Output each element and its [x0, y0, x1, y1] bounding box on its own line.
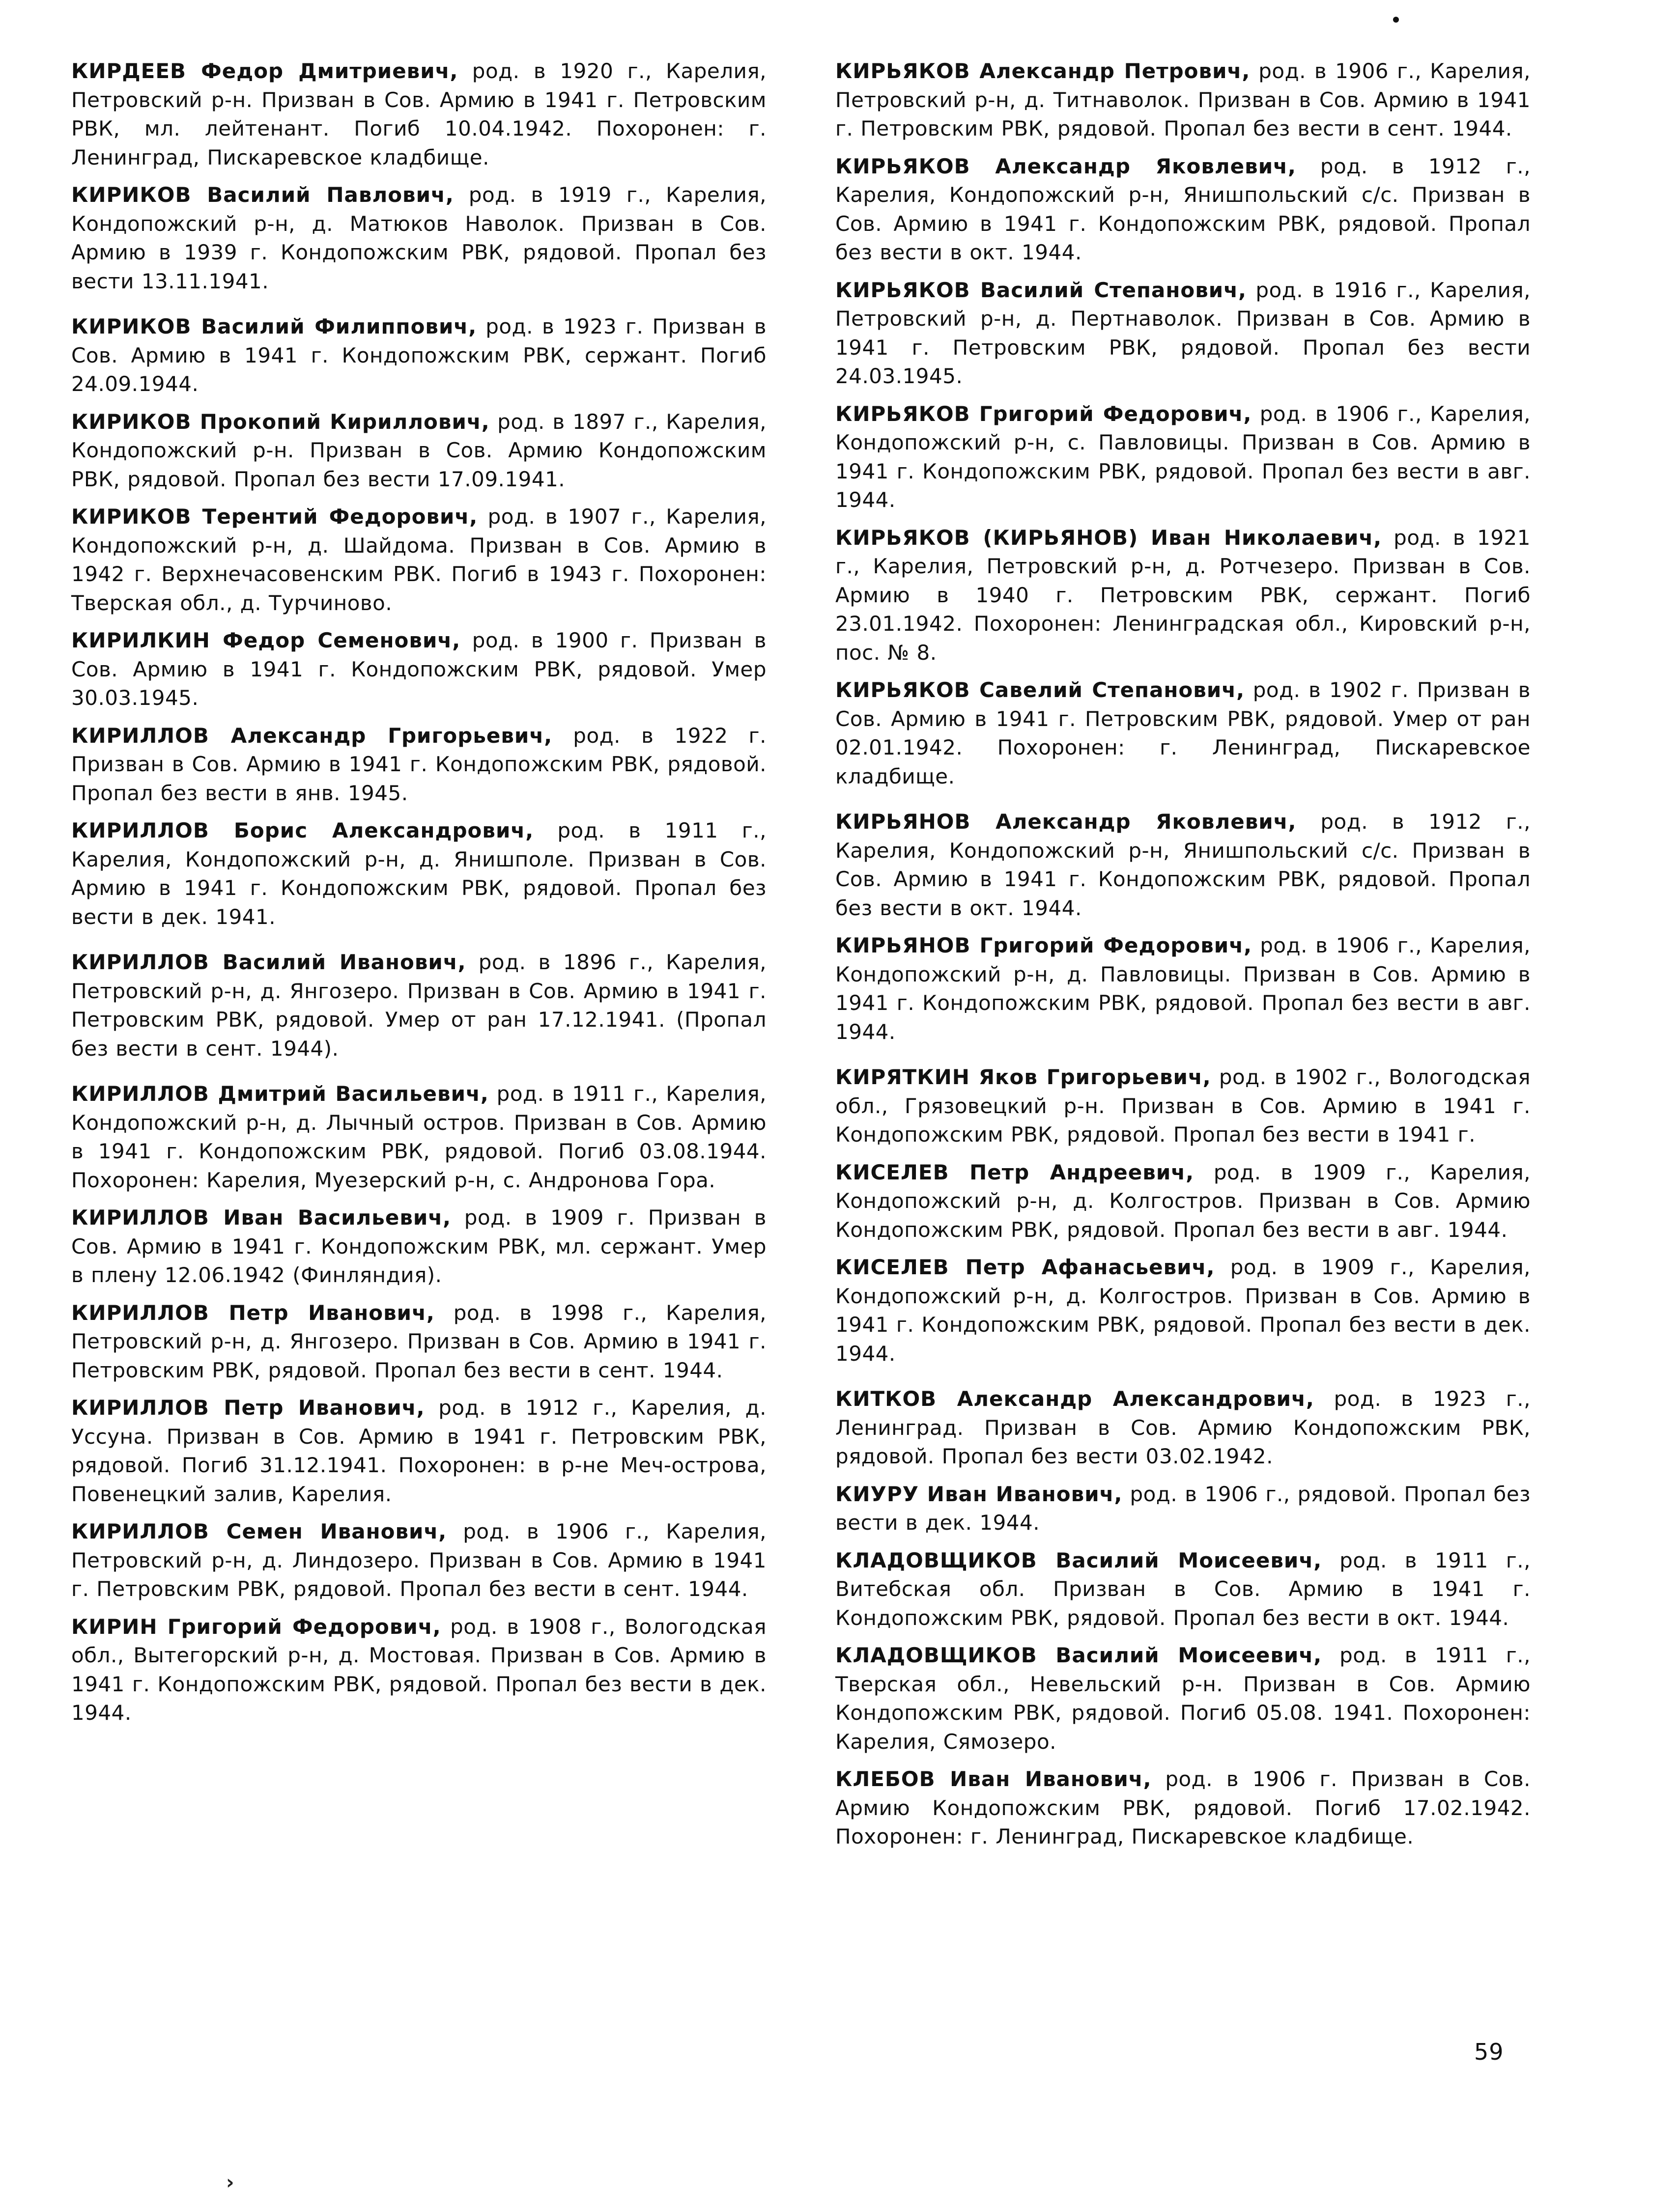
entry-text: род. в 1909 г., Карелия, Кондопожский р-н, д. Колгостров. Призван в Сов. Армию в 1941 г. Кондопожским РВК, рядовой. Пропал без вести в дек. 1944.	[835, 1255, 1531, 1366]
entry-name: КИСЕЛЕВ Петр Андреевич,	[835, 1160, 1195, 1184]
entry-name: КИРЯТКИН Яков Григорьевич,	[835, 1065, 1211, 1089]
entry-text: род. в 1907 г., Карелия, Кондопожский р-н, д. Шайдома. Призван в Сов. Армию в 1942 г. Верхнечасовенским РВК. Погиб в 1943 г. Похоронен: Тверская обл., д. Турчиново.	[71, 504, 767, 615]
entry	[71, 1517, 767, 1604]
entry-name: КИРИЛЛОВ Иван Васильевич,	[71, 1205, 452, 1230]
entry-text: род. в 1906 г., Карелия, Кондопожский р-н, с. Павловицы. Призван в Сов. Армию в 1941 г. Кондопожским РВК, рядовой. Пропал без вести в авг. 1944.	[835, 401, 1531, 512]
entry-text: род. в 1908 г., Вологодская обл., Вытегорский р-н, д. Мостовая. Призван в Сов. Армию в 1941 г. Кондопожским РВК, рядовой. Пропал без вести в дек. 1944.	[71, 1614, 767, 1725]
entry-text: род. в 1923 г., Ленинград. Призван в Сов. Армию Кондопожским РВК, рядовой. Пропал без вести 03.02.1942.	[835, 1387, 1531, 1468]
entry	[835, 524, 1531, 668]
entry-name: КИРИЛЛОВ Петр Иванович,	[71, 1396, 425, 1420]
entry	[71, 181, 767, 296]
entry-name: КЛАДОВЩИКОВ Василий Моисеевич,	[835, 1548, 1322, 1572]
entry-text: род. в 1902 г. Призван в Сов. Армию в 1941 г. Петровским РВК, рядовой. Умер от ран 02.01.1942. Похоронен: г. Ленинград, Пискаревское кладбище.	[835, 678, 1531, 788]
entry-text: род. в 1906 г., Карелия, Петровский р-н, д. Линдозеро. Призван в Сов. Армию в 1941 г. Петровским РВК, рядовой. Пропал без вести в сент. 1944.	[71, 1519, 767, 1601]
entry	[835, 1546, 1531, 1633]
entry-name: КИРИКОВ Василий Филиппович,	[71, 314, 477, 338]
entry-text: род. в 1923 г. Призван в Сов. Армию в 1941 г. Кондопожским РВК, сержант. Погиб 24.09.1944.	[71, 314, 767, 396]
entry-name: КИРЬЯКОВ Александр Петрович,	[835, 59, 1251, 83]
entry-text: род. в 1912 г., Карелия, д. Уссуна. Призван в Сов. Армию в 1941 г. Петровским РВК, рядовой. Погиб 31.12.1941. Похоронен: в р-не Меч-острова, Повенецкий залив, Карелия.	[71, 1396, 767, 1506]
print-speck	[1393, 17, 1399, 23]
entry-text: род. в 1902 г., Вологодская обл., Грязовецкий р-н. Призван в Сов. Армию в 1941 г. Кондопожским РВК, рядовой. Пропал без вести в 1941 г.	[835, 1065, 1531, 1147]
entry	[71, 1080, 767, 1195]
entry-name: КИСЕЛЕВ Петр Афанасьевич,	[835, 1255, 1215, 1279]
entry-text: род. в 1909 г., Карелия, Кондопожский р-н, д. Колгостров. Призван в Сов. Армию Кондопожским РВК, рядовой. Пропал без вести в авг. 1944.	[835, 1160, 1531, 1242]
entry-text: род. в 1919 г., Карелия, Кондопожский р-н, д. Матюков Наволок. Призван в Сов. Армию в 1939 г. Кондопожским РВК, рядовой. Пропал без вести 13.11.1941.	[71, 183, 767, 293]
entry-name: КИУРУ Иван Иванович,	[835, 1482, 1123, 1506]
entry-name: КИРЬЯКОВ Савелий Степанович,	[835, 678, 1245, 702]
entry-name: КИРЬЯКОВ Александр Яковлевич,	[835, 154, 1296, 178]
entry	[835, 676, 1531, 791]
entry-text: род. в 1911 г., Карелия, Кондопожский р-н, д. Янишполе. Призван в Сов. Армию в 1941 г. Кондопожским РВК, рядовой. Пропал без вести в дек. 1941.	[71, 818, 767, 929]
entry-text: род. в 1906 г., Карелия, Петровский р-н, д. Титнаволок. Призван в Сов. Армию в 1941 г. Петровским РВК, рядовой. Пропал без вести в сент. 1944.	[835, 59, 1531, 140]
entry-text: род. в 1911 г., Тверская обл., Невельский р-н. Призван в Сов. Армию Кондопожским РВК, рядовой. Погиб 05.08. 1941. Похоронен: Карелия, Сямозеро.	[835, 1643, 1531, 1754]
entry	[71, 948, 767, 1063]
entry-text: род. в 1897 г., Карелия, Кондопожский р-н. Призван в Сов. Армию Кондопожским РВК, рядовой. Пропал без вести 17.09.1941.	[71, 409, 767, 491]
entry-text: род. в 1922 г. Призван в Сов. Армию в 1941 г. Кондопожским РВК, рядовой. Пропал без вести в янв. 1945.	[71, 723, 767, 805]
entry-name: КИРДЕЕВ Федор Дмитриевич,	[71, 59, 458, 83]
entry-text: род. в 1909 г. Призван в Сов. Армию в 1941 г. Кондопожским РВК, мл. сержант. Умер в плену 12.06.1942 (Финляндия).	[71, 1205, 767, 1287]
entry-text: род. в 1906 г. Призван в Сов. Армию Кондопожским РВК, рядовой. Погиб 17.02.1942. Похоронен: г. Ленинград, Пискаревское кладбище.	[835, 1767, 1531, 1848]
entry-name: КИРЬЯКОВ Григорий Федорович,	[835, 401, 1252, 426]
entry-text: род. в 1912 г., Карелия, Кондопожский р-н, Янишпольский с/с. Призван в Сов. Армию в 1941 г. Кондопожским РВК, рядовой. Пропал без вести в окт. 1944.	[835, 154, 1531, 264]
entry	[835, 1765, 1531, 1851]
entry-name: КИРИЛЛОВ Александр Григорьевич,	[71, 723, 553, 748]
entry-text: род. в 1911 г., Карелия, Кондопожский р-н, д. Лычный остров. Призван в Сов. Армию в 1941 г. Кондопожским РВК, рядовой. Погиб 03.08.1944. Похоронен: Карелия, Муезерский р-н, с. Андронова Гора.	[71, 1082, 767, 1192]
entry-name: КИТКОВ Александр Александрович,	[835, 1387, 1314, 1411]
entry-name: КИРИЛКИН Федор Семенович,	[71, 628, 461, 652]
entry-name: КИРИЛЛОВ Василий Иванович,	[71, 950, 466, 974]
footer-mark: ›	[226, 2171, 234, 2194]
entry	[71, 1394, 767, 1509]
entry-name: КИРЬЯКОВ (КИРЬЯНОВ) Иван Николаевич,	[835, 525, 1382, 550]
entry-name: КИРЬЯНОВ Александр Яковлевич,	[835, 810, 1297, 834]
entry-name: КИРИЛЛОВ Дмитрий Васильевич,	[71, 1082, 489, 1106]
entry-name: КИРЬЯКОВ Василий Степанович,	[835, 278, 1247, 302]
entry-name: КИРИЛЛОВ Семен Иванович,	[71, 1519, 447, 1543]
entry	[71, 1613, 767, 1728]
entry	[71, 57, 767, 172]
entry-text: род. в 1998 г., Карелия, Петровский р-н, д. Янгозеро. Призван в Сов. Армию в 1941 г. Петровским РВК, рядовой. Пропал без вести в сент. 1944.	[71, 1300, 767, 1382]
entry	[71, 408, 767, 494]
entry-text: род. в 1900 г. Призван в Сов. Армию в 1941 г. Кондопожским РВК, рядовой. Умер 30.03.1945.	[71, 628, 767, 710]
entry-text: род. в 1921 г., Карелия, Петровский р-н, д. Ротчезеро. Призван в Сов. Армию в 1940 г. Петровским РВК, сержант. Погиб 23.01.1942. Похоронен: Ленинградская обл., Кировский р-н, пос. № 8.	[835, 525, 1531, 665]
entry-name: КИРИЛЛОВ Борис Александрович,	[71, 818, 534, 842]
entry-name: КЛЕБОВ Иван Иванович,	[835, 1767, 1152, 1791]
left-column	[71, 57, 767, 1728]
entry-text: род. в 1896 г., Карелия, Петровский р-н, д. Янгозеро. Призван в Сов. Армию в 1941 г. Петровским РВК, рядовой. Умер от ран 17.12.1941. (Пропал без вести в сент. 1944).	[71, 950, 767, 1061]
entry	[835, 1158, 1531, 1245]
entry-text: род. в 1906 г., рядовой. Пропал без вести в дек. 1944.	[835, 1482, 1531, 1535]
page-number: 59	[1474, 2039, 1504, 2065]
entry	[71, 312, 767, 399]
entry	[71, 1299, 767, 1385]
entry	[835, 931, 1531, 1046]
entry	[71, 722, 767, 808]
entry	[835, 1480, 1531, 1538]
entry-name: КИРИКОВ Прокопий Кириллович,	[71, 409, 490, 434]
entry	[835, 57, 1531, 143]
entry-text: род. в 1906 г., Карелия, Кондопожский р-н, д. Павловицы. Призван в Сов. Армию в 1941 г. Кондопожским РВК, рядовой. Пропал без вести в авг. 1944.	[835, 933, 1531, 1044]
entry	[835, 276, 1531, 391]
entry	[71, 503, 767, 617]
entry	[71, 816, 767, 931]
entry	[835, 1641, 1531, 1756]
entry-name: КИРИКОВ Терентий Федорович,	[71, 504, 478, 529]
entry-name: КИРИЛЛОВ Петр Иванович,	[71, 1300, 435, 1325]
entry-text: род. в 1920 г., Карелия, Петровский р-н. Призван в Сов. Армию в 1941 г. Петровским РВК, мл. лейтенант. Погиб 10.04.1942. Похоронен: г. Ленинград, Пискаревское кладбище.	[71, 59, 767, 169]
entry	[835, 1253, 1531, 1368]
entry-text: род. в 1911 г., Витебская обл. Призван в Сов. Армию в 1941 г. Кондопожским РВК, рядовой. Пропал без вести в окт. 1944.	[835, 1548, 1531, 1630]
right-column	[835, 57, 1531, 1851]
entry	[71, 626, 767, 713]
entry-name: КИРИН Григорий Федорович,	[71, 1614, 441, 1639]
entry	[835, 1063, 1531, 1149]
entry	[71, 1204, 767, 1290]
entry	[835, 1385, 1531, 1471]
entry	[835, 152, 1531, 267]
entry	[835, 400, 1531, 515]
entry	[835, 808, 1531, 923]
entry-text: род. в 1912 г., Карелия, Кондопожский р-н, Янишпольский с/с. Призван в Сов. Армию в 1941 г. Кондопожским РВК, рядовой. Пропал без вести в окт. 1944.	[835, 810, 1531, 920]
entry-name: КИРЬЯНОВ Григорий Федорович,	[835, 933, 1252, 957]
entry-text: род. в 1916 г., Карелия, Петровский р-н, д. Пертнаволок. Призван в Сов. Армию в 1941 г. Петровским РВК, рядовой. Пропал без вести 24.03.1945.	[835, 278, 1531, 388]
entry-name: КЛАДОВЩИКОВ Василий Моисеевич,	[835, 1643, 1322, 1667]
entry-name: КИРИКОВ Василий Павлович,	[71, 183, 454, 207]
